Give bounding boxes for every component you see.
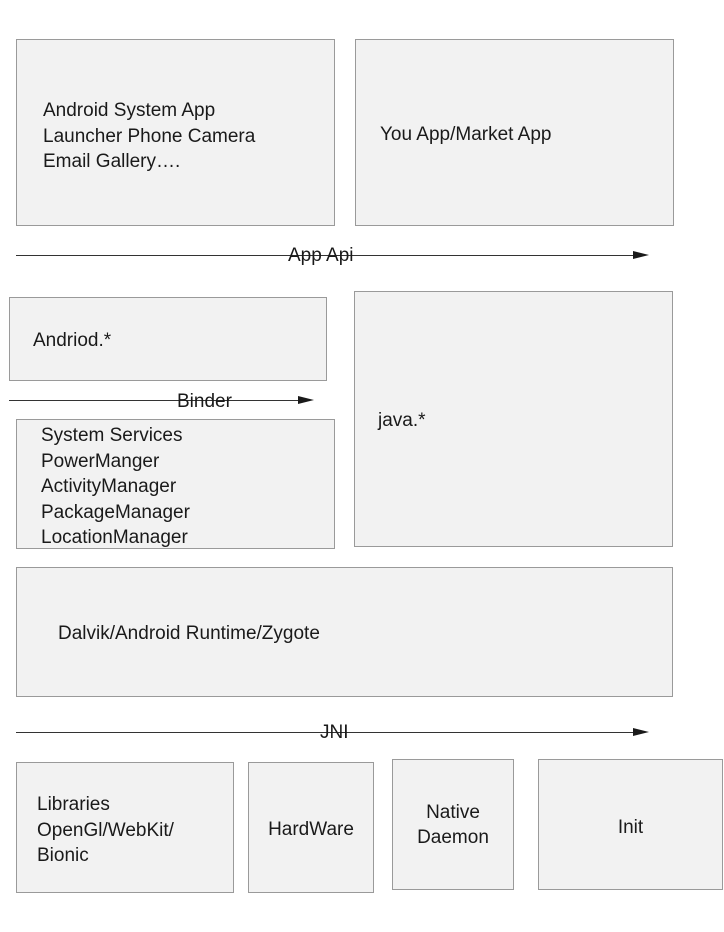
app-api-label: App Api (288, 245, 354, 266)
jni-label: JNI (320, 722, 349, 743)
binder-arrowhead (298, 396, 314, 404)
libraries-box (16, 762, 234, 893)
native-daemon-line: Daemon (417, 827, 489, 848)
dalvik-runtime-label: Dalvik/Android Runtime/Zygote (58, 623, 320, 644)
system-services-line: LocationManager (41, 527, 188, 548)
binder-arrow-line (9, 400, 301, 401)
system-services-line: ActivityManager (41, 476, 177, 497)
native-daemon-text (393, 800, 513, 850)
android-package-label: Andriod.* (33, 330, 112, 351)
android-system-app-box (16, 39, 335, 226)
native-daemon-line: Native (426, 802, 480, 823)
you-app-label: You App/Market App (380, 124, 552, 145)
libraries-line: Libraries (37, 794, 110, 815)
libraries-line: OpenGl/WebKit/ (37, 819, 174, 841)
libraries-text (37, 792, 174, 869)
system-services-box (16, 419, 335, 549)
dalvik-runtime-box (16, 567, 673, 697)
android-package-box (9, 297, 327, 381)
java-package-label: java.* (378, 410, 426, 431)
native-daemon-box (392, 759, 514, 890)
system-app-text (43, 98, 255, 175)
you-app-box (355, 39, 674, 226)
java-package-box (354, 291, 673, 547)
binder-label: Binder (177, 391, 232, 412)
libraries-line: Bionic (37, 845, 89, 866)
hardware-box (248, 762, 374, 893)
system-app-line: Launcher Phone Camera (43, 125, 256, 147)
system-services-line: System Services (41, 425, 183, 446)
system-services-line: PackageManager (41, 501, 190, 523)
system-app-line: Android System App (43, 100, 216, 121)
jni-arrowhead (633, 728, 649, 736)
init-box (538, 759, 723, 890)
hardware-label: HardWare (268, 819, 354, 840)
init-label: Init (617, 817, 644, 838)
system-services-line: PowerManger (41, 450, 160, 472)
system-services-text (41, 423, 190, 551)
system-app-line: Email Gallery…. (43, 151, 181, 172)
app-api-arrowhead (633, 251, 649, 259)
